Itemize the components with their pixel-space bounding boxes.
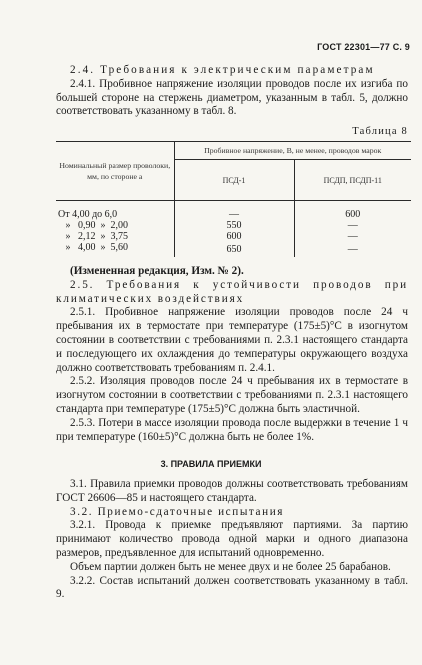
section-3: [56, 478, 408, 602]
section-3-title: 3. ПРАВИЛА ПРИЕМКИ: [160, 459, 262, 469]
table-cell-psd1: 650: [174, 242, 294, 257]
paragraph-2-5-2: 2.5.2. Изоляция проводов после 24 ч пребывания их в термостате в изогнутом состоянии в соответствии с требованиями п. 2.3.1 настоящего стандарта при температуре (175±5)°С должна быть эластичной.: [56, 375, 408, 415]
heading-2-5: 2.5. Требования к устойчивости проводов при климатических воздействиях: [56, 278, 408, 305]
table-cell-psd1: —: [174, 201, 294, 221]
table-cell-psdp: —: [294, 220, 411, 231]
table-cell-size: » 0,90 » 2,00: [58, 220, 128, 231]
table-8: [56, 141, 411, 257]
table-cell-psd1: 600: [174, 231, 294, 242]
paragraph-3-1: 3.1. Правила приемки проводов должны соответствовать требованиям ГОСТ 26606—85 и настоящего стандарта.: [56, 478, 408, 504]
column-header-size: Номинальный размер проволоки, мм, по стороне a: [56, 142, 174, 201]
table-cell-psdp: —: [294, 242, 411, 257]
section-2-4: [56, 64, 408, 119]
paragraph-3-2-1-volume: Объем партии должен быть не менее двух и не более 25 барабанов.: [70, 560, 391, 573]
column-header-psdp: ПСДП, ПСДП-11: [294, 160, 411, 201]
table-row: [56, 201, 411, 221]
table-cell-size: От 4,00 до 6,0: [58, 209, 118, 220]
table-8-caption: Таблица 8: [352, 126, 408, 137]
paragraph-2-4-1: 2.4.1. Пробивное напряжение изоляции проводов после их изгиба по большей стороне на стержень диаметром, указанным в табл. 5, должно соответствовать указанному в табл. 8.: [56, 77, 408, 118]
table-cell-psdp: —: [294, 231, 411, 242]
table-cell-psdp: 600: [294, 201, 411, 221]
table-cell-size: » 4,00 » 5,60: [58, 242, 128, 253]
heading-3-2: 3.2. Приемо-сдаточные испытания: [70, 505, 285, 518]
table-row: [56, 231, 411, 242]
column-header-psd1: ПСД-1: [174, 160, 294, 201]
table-cell-size: » 2,12 » 3,75: [58, 231, 128, 242]
page-header: ГОСТ 22301—77 С. 9: [317, 42, 410, 52]
column-header-voltage: Пробивное напряжение, В, не менее, проводов марок: [174, 142, 411, 160]
paragraph-3-2-2: 3.2.2. Состав испытаний должен соответствовать указанному в табл. 9.: [56, 574, 408, 601]
paragraph-3-2-1: 3.2.1. Провода к приемке предъявляют партиями. За партию принимают количество провода одной марки и одного диапазона размеров, предъявленное для испытаний одновременно.: [56, 519, 408, 559]
paragraph-2-5-1: 2.5.1. Пробивное напряжение изоляции проводов после 24 ч пребывания их в термостате при температуре (175±5)°С в изогнутом состоянии в соответствии с требованиями п. 2.3.1 настоящего стандарта и последующего их охлаждения до температуры окружающего воздуха должно соответствовать требованиям п. 2.4.1.: [56, 306, 408, 374]
table-cell-psd1: 550: [174, 220, 294, 231]
paragraph-2-5-3: 2.5.3. Потери в массе изоляции провода после выдержки в течение 1 ч при температуре (160±5)°С должна быть не более 1%.: [56, 416, 408, 443]
revision-note: (Измененная редакция, Изм. № 2).: [70, 265, 244, 277]
table-row: [56, 220, 411, 231]
table-row: [56, 242, 411, 257]
heading-2-4: 2.4. Требования к электрическим параметрам: [70, 64, 375, 76]
section-2-5: [56, 265, 408, 444]
